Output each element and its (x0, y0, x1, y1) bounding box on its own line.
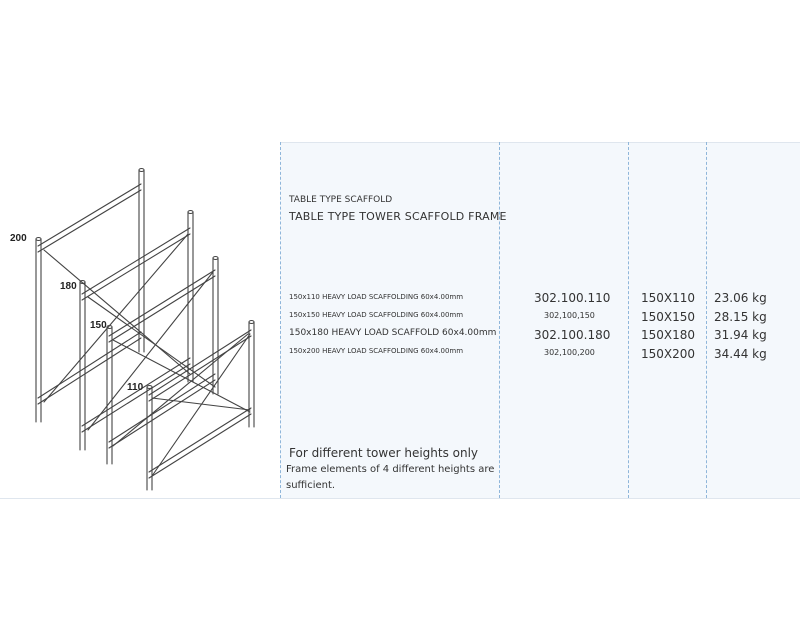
row-weight: 23.06 kg (714, 291, 767, 305)
note-title: For different tower heights only (289, 446, 479, 460)
scaffold-drawing (0, 142, 280, 498)
row-size: 150X110 (641, 291, 696, 305)
row-weight: 28.15 kg (714, 310, 767, 324)
row-code: 302.100.110 (534, 291, 611, 305)
row-size: 150X180 (641, 328, 696, 342)
row-description: 150x110 HEAVY LOAD SCAFFOLDING 60x4.00mm (289, 293, 464, 301)
height-label-200: 200 (10, 233, 27, 244)
row-description: 150x200 HEAVY LOAD SCAFFOLDING 60x4.00mm (289, 347, 464, 355)
row-size: 150X150 (641, 310, 696, 324)
height-label-110: 110 (127, 382, 144, 393)
frame-150 (107, 257, 218, 465)
row-description: 150x150 HEAVY LOAD SCAFFOLDING 60x4.00mm (289, 311, 464, 319)
column-divider (280, 142, 281, 498)
height-label-150: 150 (90, 320, 107, 331)
table-title: TABLE TYPE SCAFFOLD (289, 195, 393, 205)
row-code: 302.100.180 (534, 328, 611, 342)
row-size: 150X200 (641, 347, 696, 361)
scaffold-frames-illustration (0, 142, 280, 498)
row-code: 302,100,150 (544, 311, 595, 320)
column-divider (499, 142, 500, 498)
note-text: sufficient. (286, 480, 336, 491)
note-text: Frame elements of 4 different heights are (286, 464, 495, 475)
height-label-180: 180 (60, 281, 77, 292)
row-weight: 34.44 kg (714, 347, 767, 361)
column-divider (628, 142, 629, 498)
row-code: 302,100,200 (544, 348, 595, 357)
row-description: 150x180 HEAVY LOAD SCAFFOLD 60x4.00mm (289, 328, 497, 338)
column-divider (706, 142, 707, 498)
table-subtitle: TABLE TYPE TOWER SCAFFOLD FRAME (289, 210, 507, 223)
row-weight: 31.94 kg (714, 328, 767, 342)
